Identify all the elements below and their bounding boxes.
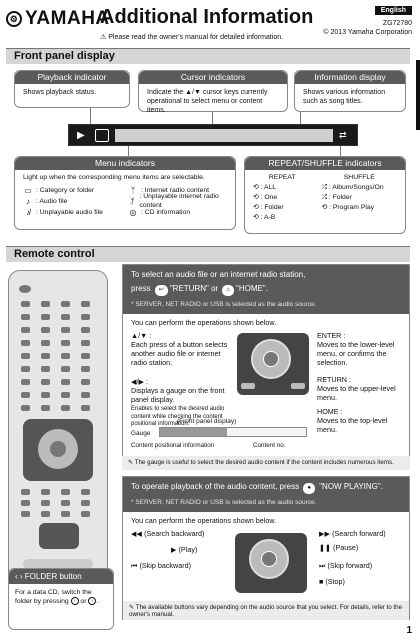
remote-key[interactable] bbox=[21, 405, 30, 411]
skip-back-icon: ⏮ bbox=[131, 561, 140, 570]
right-arrow-icon: › bbox=[88, 597, 96, 605]
remote-key[interactable] bbox=[41, 392, 50, 398]
menu-item: ♪̸ : Unplayable audio file bbox=[23, 207, 122, 217]
program-icon: ⟲ bbox=[321, 204, 330, 211]
menu-item: ᛉ : Internet radio content bbox=[128, 185, 227, 195]
remote-key[interactable] bbox=[81, 405, 90, 411]
remote-key[interactable] bbox=[61, 500, 70, 506]
shuffle-folder-item: ⤮ : Folder bbox=[321, 194, 352, 201]
power-button[interactable] bbox=[19, 285, 31, 293]
remote-key[interactable] bbox=[21, 327, 30, 333]
menu-item: ♪ : Audio file bbox=[23, 196, 122, 206]
content-pos-caption: Content positional information bbox=[131, 442, 215, 449]
remote-key[interactable] bbox=[41, 327, 50, 333]
remote-key[interactable] bbox=[81, 392, 90, 398]
folder-indicator-icon bbox=[95, 129, 109, 142]
pause-icon: ❚❚ bbox=[319, 543, 334, 552]
remote-key[interactable] bbox=[81, 301, 90, 307]
transport-illustration bbox=[235, 533, 307, 593]
menu-item: ▭ : Category or folder bbox=[24, 185, 95, 195]
select-content-panel: To select an audio file or an internet radio station, press ↩ "RETURN" or ⌂ "HOME". * SERVER, NET RADIO or USB is selected as the audio source. You can perform the operations shown below. ▲/▼ : Each press of a button selects another audio file or internet radio station. ◀/▶ : Displays a gauge on the front panel display. Enables to select the desired audio content while checking the content positional information. ENTER : Moves to the lower-level menu, or confirms the selection. RETURN : Moves to the upper-level menu. HOME : Moves to the top-level menu. (Front panel display) Gauge Content positional information Content no. bbox=[122, 264, 410, 458]
remote-key[interactable] bbox=[81, 340, 90, 346]
remote-key[interactable] bbox=[61, 340, 70, 346]
menu-indicator-list bbox=[15, 182, 235, 220]
remote-key[interactable] bbox=[41, 500, 50, 506]
remote-key[interactable] bbox=[81, 489, 90, 495]
pause-label: ❚❚ (Pause) bbox=[319, 543, 359, 552]
folder-desc: For a data CD, switch the folder by pressing ‹ or › . bbox=[15, 589, 99, 605]
remote-key[interactable] bbox=[21, 353, 30, 359]
remote-key[interactable] bbox=[61, 392, 70, 398]
left-arrow-icon: ‹ bbox=[71, 597, 79, 605]
search-back-label: ◀◀ (Search backward) bbox=[131, 529, 205, 538]
home-desc: HOME : Moves to the top-level menu. bbox=[317, 407, 388, 434]
gauge-bar bbox=[159, 427, 307, 437]
home-button-icon: ⌂ bbox=[222, 285, 234, 296]
remote-dpad bbox=[23, 419, 93, 481]
menu-item: ᛉ̸ : Unplayable internet radio content bbox=[129, 193, 219, 209]
playback-indicator-box: Playback indicator Shows playback status. bbox=[14, 70, 130, 108]
dpad-illustration-1 bbox=[237, 333, 309, 395]
cursor-indicator-box: Cursor indicators Indicate the ▲/▼ cursor keys currently operational to select menu or content items. bbox=[138, 70, 288, 112]
play-icon: ▶ bbox=[171, 545, 179, 554]
tip-icon: ✎ bbox=[128, 459, 135, 466]
transport-center-icon bbox=[261, 551, 277, 567]
remote-key[interactable] bbox=[81, 314, 90, 320]
tuning-fork-icon: ⚙ bbox=[6, 11, 22, 27]
search-fwd-label: ▶▶ (Search forward) bbox=[319, 529, 386, 538]
cd-info-icon: ◎ bbox=[129, 207, 137, 217]
play-indicator-icon: ▶ bbox=[77, 130, 85, 141]
repeat-shuffle-indicator-icon: ⇄ bbox=[339, 130, 347, 140]
remote-key[interactable] bbox=[81, 366, 90, 372]
section-front-panel: Front panel display bbox=[6, 48, 410, 64]
gauge-note: ✎ The gauge is useful to select the desired audio content if the content includes numerous items. bbox=[122, 456, 410, 470]
remote-key[interactable] bbox=[41, 301, 50, 307]
repeat-all-item: ⟲ : ALL bbox=[253, 184, 277, 191]
tip-icon: ✎ bbox=[129, 604, 136, 611]
stop-icon: ■ bbox=[319, 577, 326, 586]
leftright-desc: ◀/▶ : Displays a gauge on the front panel display. Enables to select the desired audio content while checking the content positional information. bbox=[131, 377, 225, 427]
information-display-box: Information display Shows various information such as song titles. bbox=[294, 70, 406, 112]
doc-code: ZG72780 © 2013 Yamaha Corporation bbox=[323, 20, 412, 36]
remote-key[interactable] bbox=[81, 353, 90, 359]
internet-radio-icon: ᛉ bbox=[130, 185, 136, 195]
fast-forward-icon: ▶▶ bbox=[319, 529, 333, 538]
shuffle-column: SHUFFLE ⤮ : Album/Songs/On ⤮ : Folder ⟲ : Program Play bbox=[322, 173, 398, 223]
remote-key[interactable] bbox=[41, 405, 50, 411]
remote-key[interactable] bbox=[21, 340, 30, 346]
sources-note: ✎ The available buttons vary depending on the audio source that you select. For details, refer to the owner's manual. bbox=[123, 601, 409, 620]
enter-desc: ENTER : Moves to the lower-level menu, or confirms the selection. bbox=[317, 331, 395, 367]
skip-forward-icon: ⏭ bbox=[319, 561, 328, 570]
display-caption: (Front panel display) bbox=[177, 418, 237, 425]
stop-label: ■ (Stop) bbox=[319, 577, 345, 586]
panel1-header: To select an audio file or an internet radio station, press ↩ "RETURN" or ⌂ "HOME". * SERVER, NET RADIO or USB is selected as the audio source. bbox=[123, 265, 409, 314]
repeat-folder-item: ⟲ : Folder bbox=[253, 204, 284, 211]
folder-icon: ▭ bbox=[24, 185, 32, 195]
folder-left-icon: ‹ bbox=[15, 572, 20, 581]
repeat-ab-item: ⟲ : A-B bbox=[253, 214, 276, 221]
remote-key[interactable] bbox=[21, 392, 30, 398]
repeat-icon: ⟲ bbox=[253, 194, 261, 201]
now-playing-button-icon: ● bbox=[303, 483, 315, 494]
repeat-icon: ⟲ bbox=[253, 204, 261, 211]
language-badge: English bbox=[375, 6, 412, 15]
repeat-shuffle-box: REPEAT/SHUFFLE indicators REPEAT ⟲ : ALL ⟲ : One ⟲ : Folder ⟲ : A-B SHUFFLE ⤮ : Album/Songs/On ⤮ : Folder ⟲ : Program Play bbox=[244, 156, 406, 234]
header-note: ⚠ Please read the owner's manual for detailed information. bbox=[100, 34, 284, 41]
remote-key[interactable] bbox=[81, 327, 90, 333]
remote-key[interactable] bbox=[21, 314, 30, 320]
skip-fwd-label: ⏭ (Skip forward) bbox=[319, 561, 373, 570]
remote-key[interactable] bbox=[41, 489, 50, 495]
gauge-fill bbox=[160, 428, 227, 436]
remote-key[interactable] bbox=[41, 340, 50, 346]
return-desc: RETURN : Moves to the upper-level menu. bbox=[317, 375, 396, 402]
home-key-icon bbox=[241, 383, 255, 389]
remote-key[interactable] bbox=[61, 314, 70, 320]
remote-key[interactable] bbox=[21, 511, 30, 517]
remote-key[interactable] bbox=[61, 511, 70, 517]
remote-key[interactable] bbox=[41, 379, 50, 385]
display-text-area bbox=[115, 129, 333, 142]
return-key-icon bbox=[291, 383, 305, 389]
remote-key[interactable] bbox=[21, 489, 30, 495]
brand-name: YAMAHA bbox=[25, 8, 110, 29]
remote-key[interactable] bbox=[21, 366, 30, 372]
shuffle-icon: ⤮ bbox=[321, 194, 329, 201]
remote-key[interactable] bbox=[21, 500, 30, 506]
yamaha-logo bbox=[6, 8, 110, 30]
remote-key[interactable] bbox=[61, 366, 70, 372]
enter-button[interactable] bbox=[50, 441, 66, 457]
program-play-item: ⟲ : Program Play bbox=[321, 204, 375, 211]
menu-indicators-box: Menu indicators Light up when the corresponding menu items are selectable. ▭ : Category or folder ᛉ : Internet radio content ♪ : Audio file ᛉ̸ : Unplayable internet radio content ♪̸ : Unplayable audio file ◎ : CD information bbox=[14, 156, 236, 230]
repeat-column: REPEAT ⟲ : ALL ⟲ : One ⟲ : Folder ⟲ : A-B bbox=[253, 173, 312, 223]
audio-file-icon: ♪ bbox=[26, 196, 30, 206]
remote-key[interactable] bbox=[41, 511, 50, 517]
enter-icon bbox=[263, 351, 279, 367]
rewind-icon: ◀◀ bbox=[131, 529, 145, 538]
menu-item: ◎ : CD information bbox=[129, 207, 191, 217]
folder-right-icon: › bbox=[19, 572, 25, 581]
return-button-icon: ↩ bbox=[155, 285, 168, 296]
playback-control-panel: To operate playback of the audio content, press ● "NOW PLAYING". * SERVER, NET RADIO or USB is selected as the audio source. You can perform the operations shown below. ◀◀ (Search backward) ▶ (Play) ⏮ (Skip backward) ▶▶ (Search forward) ❚❚ (Pause) ⏭ (Skip forward) ■ (Stop) ✎ The available buttons vary depending on the audio source that you select. For details, refer to the owner's manual. bbox=[122, 476, 410, 620]
remote-key[interactable] bbox=[61, 379, 70, 385]
folder-button-box bbox=[8, 568, 114, 630]
unplayable-radio-icon: ᛉ̸ bbox=[129, 196, 135, 206]
updown-desc: ▲/▼ : Each press of a button selects another audio file or internet radio station. bbox=[131, 331, 228, 367]
remote-key[interactable] bbox=[61, 327, 70, 333]
remote-key[interactable] bbox=[41, 353, 50, 359]
gauge-label: Gauge bbox=[131, 430, 151, 437]
remote-key[interactable] bbox=[61, 353, 70, 359]
page-number: 1 bbox=[406, 625, 412, 636]
repeat-icon: ⟲ bbox=[253, 214, 261, 221]
remote-transport-keys bbox=[39, 523, 79, 549]
remote-key[interactable] bbox=[81, 500, 90, 506]
side-tab bbox=[416, 60, 420, 130]
remote-key[interactable] bbox=[61, 405, 70, 411]
play-label: ▶ (Play) bbox=[171, 545, 198, 554]
panel2-header: To operate playback of the audio content, press ● "NOW PLAYING". * SERVER, NET RADIO or USB is selected as the audio source. bbox=[123, 477, 409, 512]
page-title: Additional Information bbox=[100, 6, 314, 28]
front-panel-display bbox=[68, 124, 358, 146]
remote-key[interactable] bbox=[21, 301, 30, 307]
remote-key[interactable] bbox=[21, 379, 30, 385]
skip-back-label: ⏮ (Skip backward) bbox=[131, 561, 191, 570]
remote-key[interactable] bbox=[61, 489, 70, 495]
remote-key[interactable] bbox=[81, 379, 90, 385]
remote-key[interactable] bbox=[81, 511, 90, 517]
remote-key[interactable] bbox=[61, 301, 70, 307]
shuffle-album-item: ⤮ : Album/Songs/On bbox=[321, 184, 384, 191]
repeat-one-item: ⟲ : One bbox=[253, 194, 278, 201]
shuffle-icon: ⤮ bbox=[321, 184, 329, 191]
remote-key[interactable] bbox=[41, 366, 50, 372]
content-no-caption: Content no. bbox=[253, 442, 286, 449]
section-remote-control: Remote control bbox=[6, 246, 410, 262]
folder-head: ‹ › FOLDER button bbox=[9, 569, 113, 584]
repeat-icon: ⟲ bbox=[253, 184, 261, 191]
remote-key[interactable] bbox=[41, 314, 50, 320]
unplayable-audio-icon: ♪̸ bbox=[26, 207, 30, 217]
